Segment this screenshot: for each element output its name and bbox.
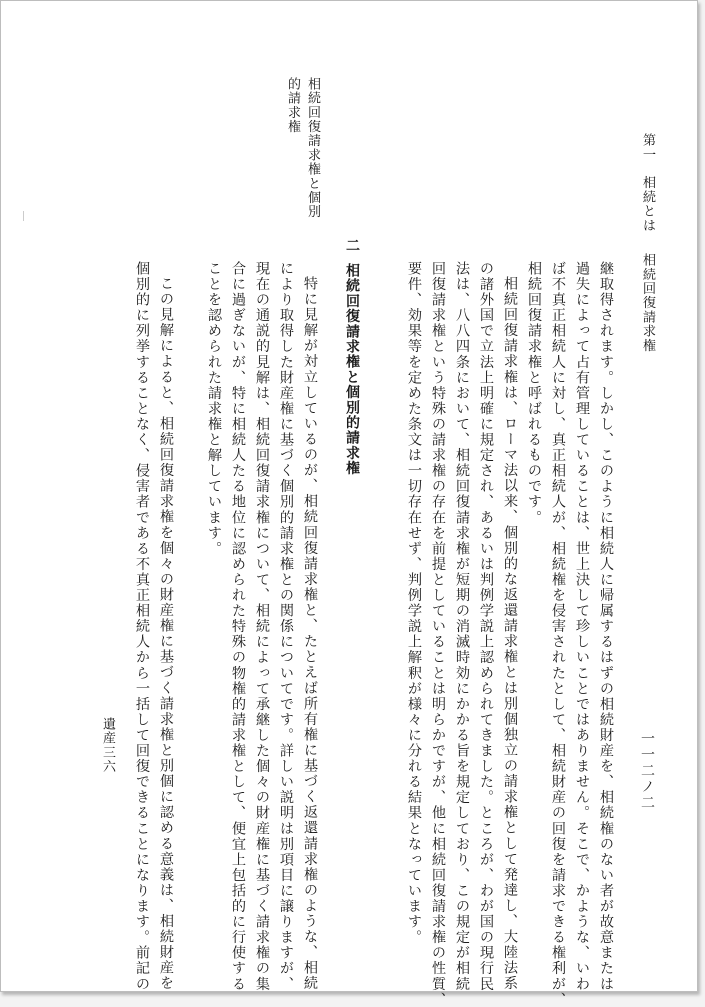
body-line: 過失によって占有管理していることは、世上決して珍しいことではありません。そこで、かような、いわ xyxy=(574,261,590,992)
body-line: この見解によると、相続回復請求権を個々の財産権に基づく請求権と別個に認める意義は、相続財産を xyxy=(158,276,174,992)
body-line: ば不真正相続人に対し、真正相続人が、相続権を侵害されたとして、相続財産の回復を請求できる権利が、 xyxy=(550,261,566,1007)
body-line: の諸外国で立法上明確に規定され、あるいは判例学説上認められてきました。ところが、わが国の現行民 xyxy=(478,261,494,992)
body-line: により取得した財産権に基づく個別的請求権との関係についてです。詳しい説明は別項目に譲りますが、 xyxy=(278,261,294,992)
body-line: ことを認められた請求権と解しています。 xyxy=(206,261,222,557)
body-line: 個別的に列挙することなく、侵害者である不真正相続人から一括して回復できることになります。前記の xyxy=(134,261,150,992)
sidebar-caption-line: 的請求権 xyxy=(285,77,300,134)
body-line: 回復請求権という特殊の請求権の存在を前提としていることは明らかですが、他に相続回復請求権の性質、 xyxy=(430,261,446,1007)
section-running-title: 相続回復請求権 xyxy=(640,253,655,353)
body-line: 合に過ぎないが、特に相続人たる地位に認められた特殊の物権的請求権として、便宜上包括的に行使する xyxy=(230,261,246,992)
body-line: 特に見解が対立しているのが、相続回復請求権と、たとえば所有権に基づく返還請求権のような、相続 xyxy=(302,276,318,992)
section-title: 相続回復請求権と個別的請求権 xyxy=(344,263,360,477)
body-line: 法は、八八四条において、相続回復請求権が短期の消滅時効にかかる旨を規定しており、この規定が相続 xyxy=(454,261,470,992)
body-line: 継取得されます。しかし、このように相続人に帰属するはずの相続財産を、相続権のない者が故意または xyxy=(598,261,614,992)
binding-mark xyxy=(23,211,24,221)
sidebar-caption-line: 相続回復請求権と個別 xyxy=(305,77,320,219)
body-line: 相続回復請求権は、ローマ法以来、個別的な返還請求権とは別個独立の請求権として発達し、大陸法系 xyxy=(502,276,518,992)
section-heading xyxy=(342,238,362,476)
section-number: 二 xyxy=(344,238,360,254)
body-line: 要件、効果等を定めた条文は一切存在せず、判例学説上解釈が様々に分れる結果となっています。 xyxy=(406,261,422,946)
body-line: 現在の通説的見解は、相続回復請求権について、相続によって承継した個々の財産権に基づく請求権の集 xyxy=(254,261,270,992)
footer-label: 遺産三六 xyxy=(100,717,115,774)
chapter-header: 第一 相続とは xyxy=(640,133,655,233)
page-number: 一一二ノ二 xyxy=(639,731,655,811)
body-line: 相続回復請求権と呼ばれるものです。 xyxy=(526,261,542,526)
